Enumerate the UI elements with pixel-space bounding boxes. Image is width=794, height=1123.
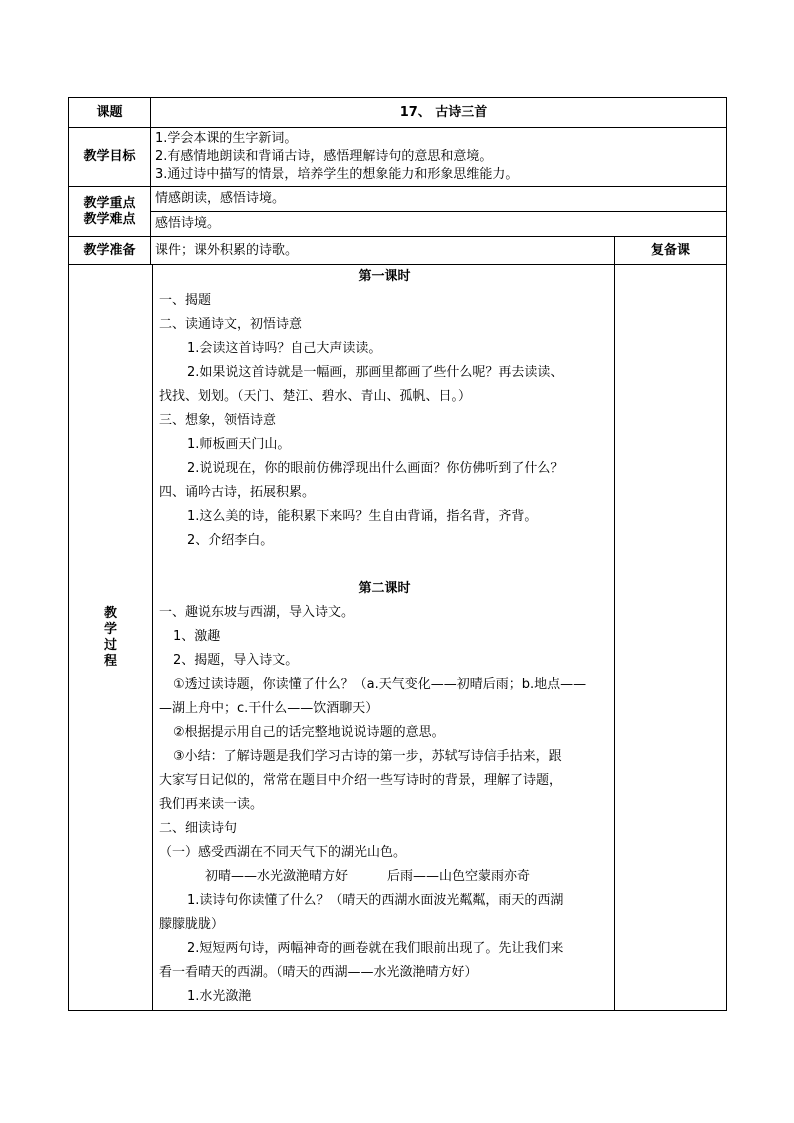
process-line: 1、激趣 bbox=[173, 629, 221, 644]
process-line: 大家写日记似的，常常在题目中介绍一些写诗时的背景，理解了诗题， bbox=[159, 773, 563, 788]
lesson-two-heading: 第二课时 bbox=[358, 581, 411, 596]
process-line: 1.读诗句你读懂了什么？（晴天的西湖水面波光粼粼，雨天的西湖 bbox=[187, 893, 564, 908]
process-line: 三、想象，领悟诗意 bbox=[159, 413, 277, 428]
process-line: 1.这么美的诗，能积累下来吗？生自由背诵，指名背，齐背。 bbox=[187, 509, 538, 524]
process-line: 找找、划划。（天门、楚江、碧水、青山、孤帆、日。） bbox=[159, 389, 472, 404]
goals-row bbox=[69, 128, 727, 187]
goals-label: 教学目标 bbox=[69, 128, 151, 187]
process-line: 二、细读诗句 bbox=[159, 821, 238, 836]
process-line: ③小结：了解诗题是我们学习古诗的第一步，苏轼写诗信手拈来，跟 bbox=[173, 749, 562, 764]
focus-labels bbox=[69, 187, 151, 237]
process-line: 2.如果说这首诗就是一幅画，那画里都画了些什么呢？再去读读、 bbox=[187, 365, 564, 380]
goal-item: 2.有感情地朗读和背诵古诗，感悟理解诗句的意思和意境。 bbox=[155, 149, 493, 164]
process-row bbox=[69, 265, 727, 1011]
lesson-title: 17、 古诗三首 bbox=[151, 98, 727, 128]
topic-row bbox=[69, 98, 727, 128]
process-line: ②根据提示用自己的话完整地说说诗题的意思。 bbox=[173, 725, 445, 740]
process-line: 二、读通诗文，初悟诗意 bbox=[159, 317, 303, 332]
process-line: 一、趣说东坡与西湖，导入诗文。 bbox=[159, 605, 355, 620]
process-label bbox=[69, 265, 153, 1011]
topic-label: 课题 bbox=[69, 98, 151, 128]
process-line: 四、诵吟古诗，拓展积累。 bbox=[159, 485, 316, 500]
review-column bbox=[615, 265, 727, 1011]
process-line: 2、揭题，导入诗文。 bbox=[173, 653, 299, 668]
lesson-plan-table bbox=[68, 97, 727, 1011]
process-line: 2.短短两句诗，两幅神奇的画卷就在我们眼前出现了。先让我们来 bbox=[187, 941, 564, 956]
difficulty-label: 教学难点 bbox=[83, 211, 136, 227]
process-line: 一、揭题 bbox=[159, 293, 212, 308]
process-line: —湖上舟中；c.干什么——饮酒聊天） bbox=[159, 701, 379, 716]
process-line: 看一看晴天的西湖。（晴天的西湖——水光潋滟晴方好） bbox=[159, 965, 478, 980]
process-content bbox=[153, 265, 615, 1011]
process-line: 2、介绍李白。 bbox=[187, 533, 274, 548]
process-line: 1.会读这首诗吗？自己大声读读。 bbox=[187, 341, 382, 356]
key-point-text: 情感朗读，感悟诗境。 bbox=[155, 191, 286, 206]
goal-item: 1.学会本课的生字新词。 bbox=[155, 131, 298, 146]
blank-line bbox=[159, 553, 610, 577]
review-label: 复备课 bbox=[615, 237, 727, 265]
process-line: 1.水光潋滟 bbox=[187, 989, 252, 1004]
prep-label: 教学准备 bbox=[69, 237, 151, 265]
key-point-label: 教学重点 bbox=[83, 195, 136, 211]
goal-item: 3.通过诗中描写的情景，培养学生的想象能力和形象思维能力。 bbox=[155, 167, 519, 182]
process-line: 朦朦胧胧） bbox=[159, 917, 225, 932]
difficulty-text: 感悟诗境。 bbox=[151, 211, 726, 236]
prep-text: 课件；课外积累的诗歌。 bbox=[151, 237, 615, 265]
focus-row bbox=[69, 187, 727, 237]
process-line: ①透过读诗题，你读懂了什么？（a.天气变化——初晴后雨；b.地点—— bbox=[173, 677, 587, 692]
process-line: 1.师板画天门山。 bbox=[187, 437, 291, 452]
focus-texts bbox=[151, 187, 727, 237]
process-line: 我们再来读一读。 bbox=[159, 797, 264, 812]
goals-list bbox=[151, 128, 727, 187]
prep-row bbox=[69, 237, 727, 265]
lesson-one-heading: 第一课时 bbox=[358, 269, 411, 284]
process-line: 2.说说现在，你的眼前仿佛浮现出什么画面？你仿佛听到了什么？ bbox=[187, 461, 564, 476]
process-label-text: 教学过程 bbox=[103, 605, 117, 669]
process-line: 初晴——水光潋滟晴方好 后雨——山色空蒙雨亦奇 bbox=[205, 869, 531, 884]
process-line: （一）感受西湖在不同天气下的湖光山色。 bbox=[159, 845, 407, 860]
